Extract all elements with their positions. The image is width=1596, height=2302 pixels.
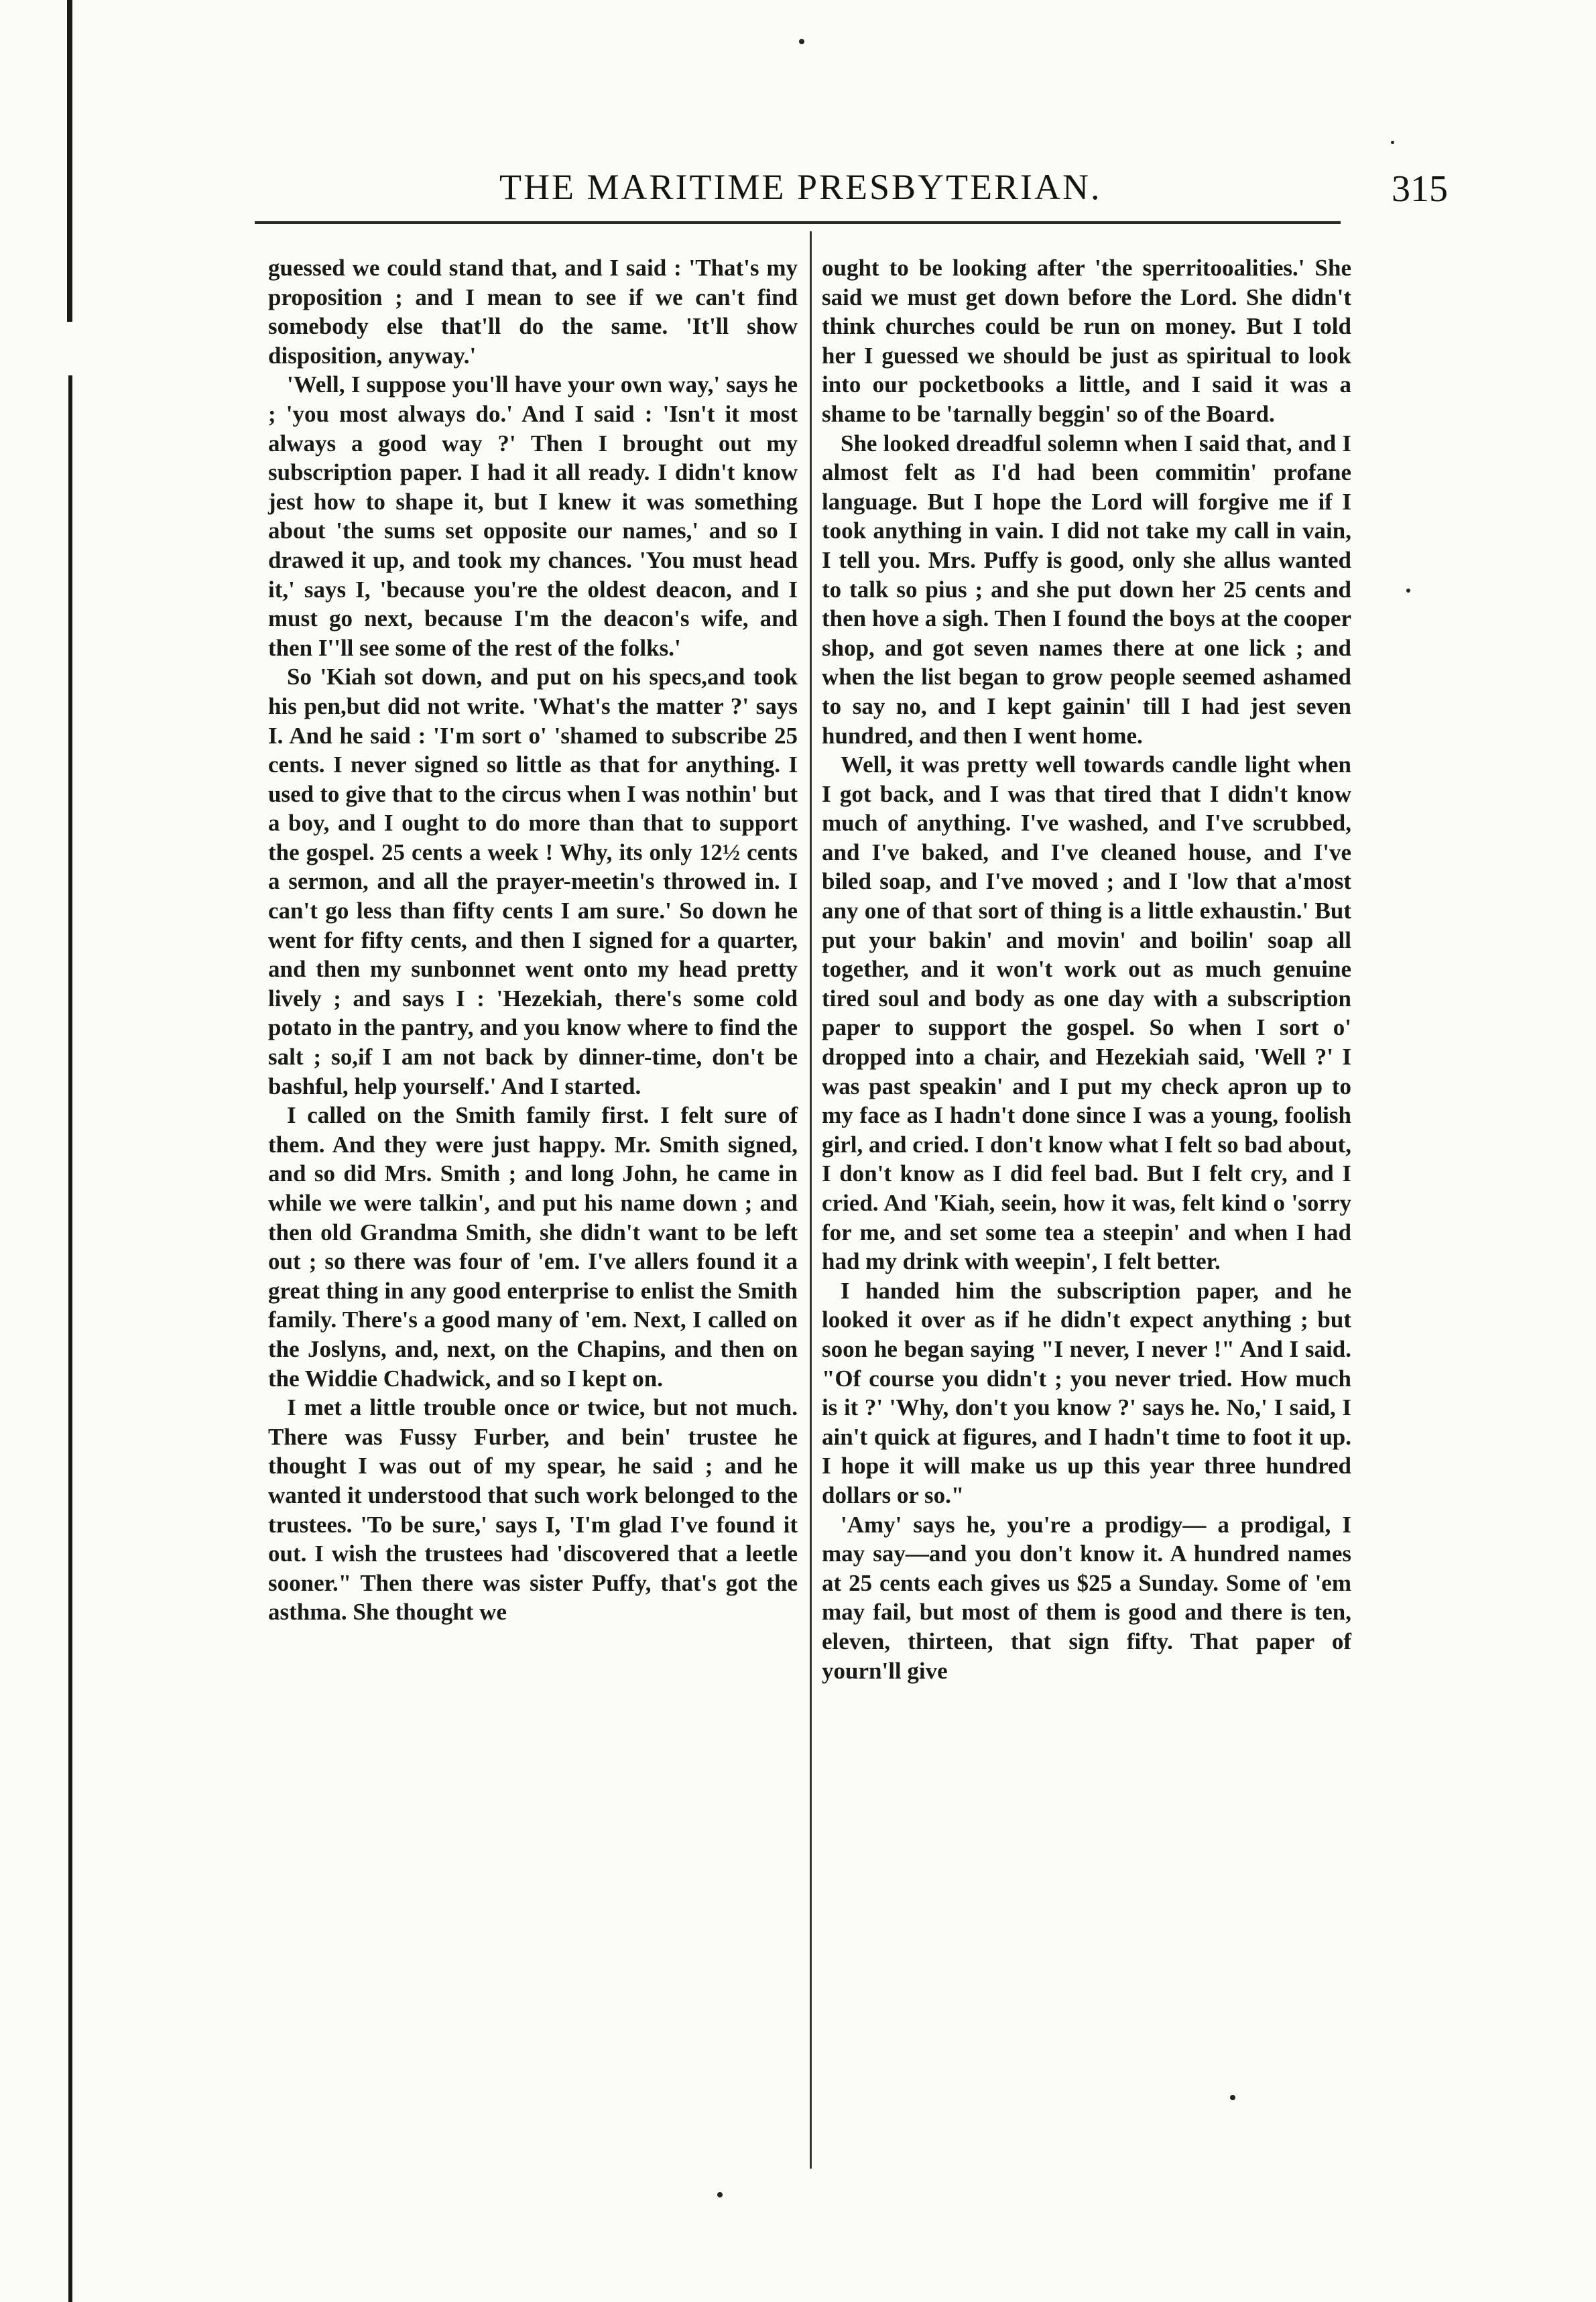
paragraph: 'Amy' says he, you're a prodigy— a prodigal, I may say—and you don't know it. A hundred names at 25 cents each gives us $25 a Sunday. Some of 'em may fail, but most of them is good and there is ten, eleven, thirteen, that sign fifty. That paper of yourn'll give xyxy=(822,1511,1351,1684)
left-column xyxy=(268,253,798,1627)
paragraph: guessed we could stand that, and I said : 'That's my proposition ; and I mean to see if we can't find somebody else that'll do the same. 'It'll show disposition, anyway.' xyxy=(268,255,798,369)
paragraph: She looked dreadful solemn when I said that, and I almost felt as I'd had been commitin' profane language. But I hope the Lord will forgive me if I took anything in vain. I did not take my call in vain, I tell you. Mrs. Puffy is good, only she allus wanted to talk so pius ; and she put down her 25 cents and then hove a sigh. Then I found the boys at the cooper shop, and got seven names there at one lick ; and when the list began to grow people seemed ashamed to say no, and I kept gainin' till I had jest seven hundred, and then I went home. xyxy=(822,430,1351,749)
paragraph: I handed him the subscription paper, and he looked it over as if he didn't expect anything ; but soon he began saying "I never, I never !" And I said. "Of course you didn't ; you never tried. How much is it ?' 'Why, don't you know ?' says he. No,' I said, I ain't quick at figures, and I hadn't time to foot it up. I hope it will make us up this year three hundred dollars or so." xyxy=(822,1277,1351,1508)
paragraph: Well, it was pretty well towards candle light when I got back, and I was that tired that I didn't know much of anything. I've washed, and I've scrubbed, and I've baked, and I've cleaned house, and I've biled soap, and I've moved ; and I 'low that a'most any one of that sort of thing is a little exhaustin.' But put your bakin' and movin' and boilin' soap all together, and it won't work out as much genuine tired soul and body as one day with a subscription paper to support the gospel. So when I sort o' dropped into a chair, and Hezekiah said, 'Well ?' I was past speakin' and I put my check apron up to my face as I hadn't done since I was a young, foolish girl, and cried. I don't know what I felt so bad about, I don't know as I did feel bad. But I felt cry, and I cried. And 'Kiah, seein, how it was, felt kind o 'sorry for me, and set some tea a steepin' and when I had had my drink with weepin', I felt better. xyxy=(822,751,1351,1275)
paragraph: 'Well, I suppose you'll have your own way,' says he ; 'you most always do.' And I said : 'Isn't it most always a good way ?' Then I brought out my subscription paper. I had it all ready. I didn't know jest how to shape it, but I knew it was something about 'the sums set opposite our names,' and so I drawed it up, and took my chances. 'You must head it,' says I, 'because you're the oldest deacon, and I must go next, because I'm the deacon's wife, and then I''ll see some of the rest of the folks.' xyxy=(268,371,798,661)
paragraph: I called on the Smith family first. I felt sure of them. And they were just happy. Mr. Smith signed, and so did Mrs. Smith ; and long John, he came in while we were talkin', and put his name down ; and then old Grandma Smith, she didn't want to be left out ; so there was four of 'em. I've allers found it a great thing in any good enterprise to enlist the Smith family. There's a good many of 'em. Next, I called on the Joslyns, and, next, on the Chapins, and then on the Widdie Chadwick, and so I kept on. xyxy=(268,1102,798,1392)
page-header xyxy=(268,153,1448,213)
print-speck xyxy=(717,2192,723,2197)
column-divider xyxy=(810,231,812,2169)
journal-title: THE MARITIME PRESBYTERIAN. xyxy=(499,167,1102,207)
binding-edge xyxy=(68,375,72,2302)
print-speck xyxy=(799,39,804,44)
paragraph: I met a little trouble once or twice, but not much. There was Fussy Furber, and bein' trustee he thought I was out of my spear, he said ; and he wanted it understood that such work belonged to the trustees. 'To be sure,' says I, 'I'm glad I've found it out. I wish the trustees had 'discovered that a leetle sooner." Then there was sister Puffy, that's got the asthma. She thought we xyxy=(268,1394,798,1626)
print-speck xyxy=(1406,589,1410,593)
header-rule xyxy=(255,221,1341,224)
right-column xyxy=(822,253,1351,1685)
page-number: 315 xyxy=(1392,168,1448,210)
paragraph: So 'Kiah sot down, and put on his specs,and took his pen,but did not write. 'What's the matter ?' says I. And he said : 'I'm sort o' 'shamed to subscribe 25 cents. I never signed so little as that for anything. I used to give that to the circus when I was nothin' but a boy, and I ought to do more than that to support the gospel. 25 cents a week ! Why, its only 12½ cents a sermon, and all the prayer-meetin's throwed in. I can't go less than fifty cents I am sure.' So down he went for fifty cents, and then I signed for a quarter, and then my sunbonnet went onto my head pretty lively ; and says I : 'Hezekiah, there's some cold potato in the pantry, and you know where to find the salt ; so,if I am not back by dinner-time, don't be bashful, help yourself.' And I started. xyxy=(268,664,798,1099)
binding-edge xyxy=(67,0,72,322)
paragraph: ought to be looking after 'the sperritooalities.' She said we must get down before the Lord. She didn't think churches could be run on money. But I told her I guessed we should be just as spiritual to look into our pocketbooks a little, and I said it was a shame to be 'tarnally beggin' so of the Board. xyxy=(822,255,1351,427)
print-speck xyxy=(1391,141,1394,144)
print-speck xyxy=(1230,2095,1235,2100)
